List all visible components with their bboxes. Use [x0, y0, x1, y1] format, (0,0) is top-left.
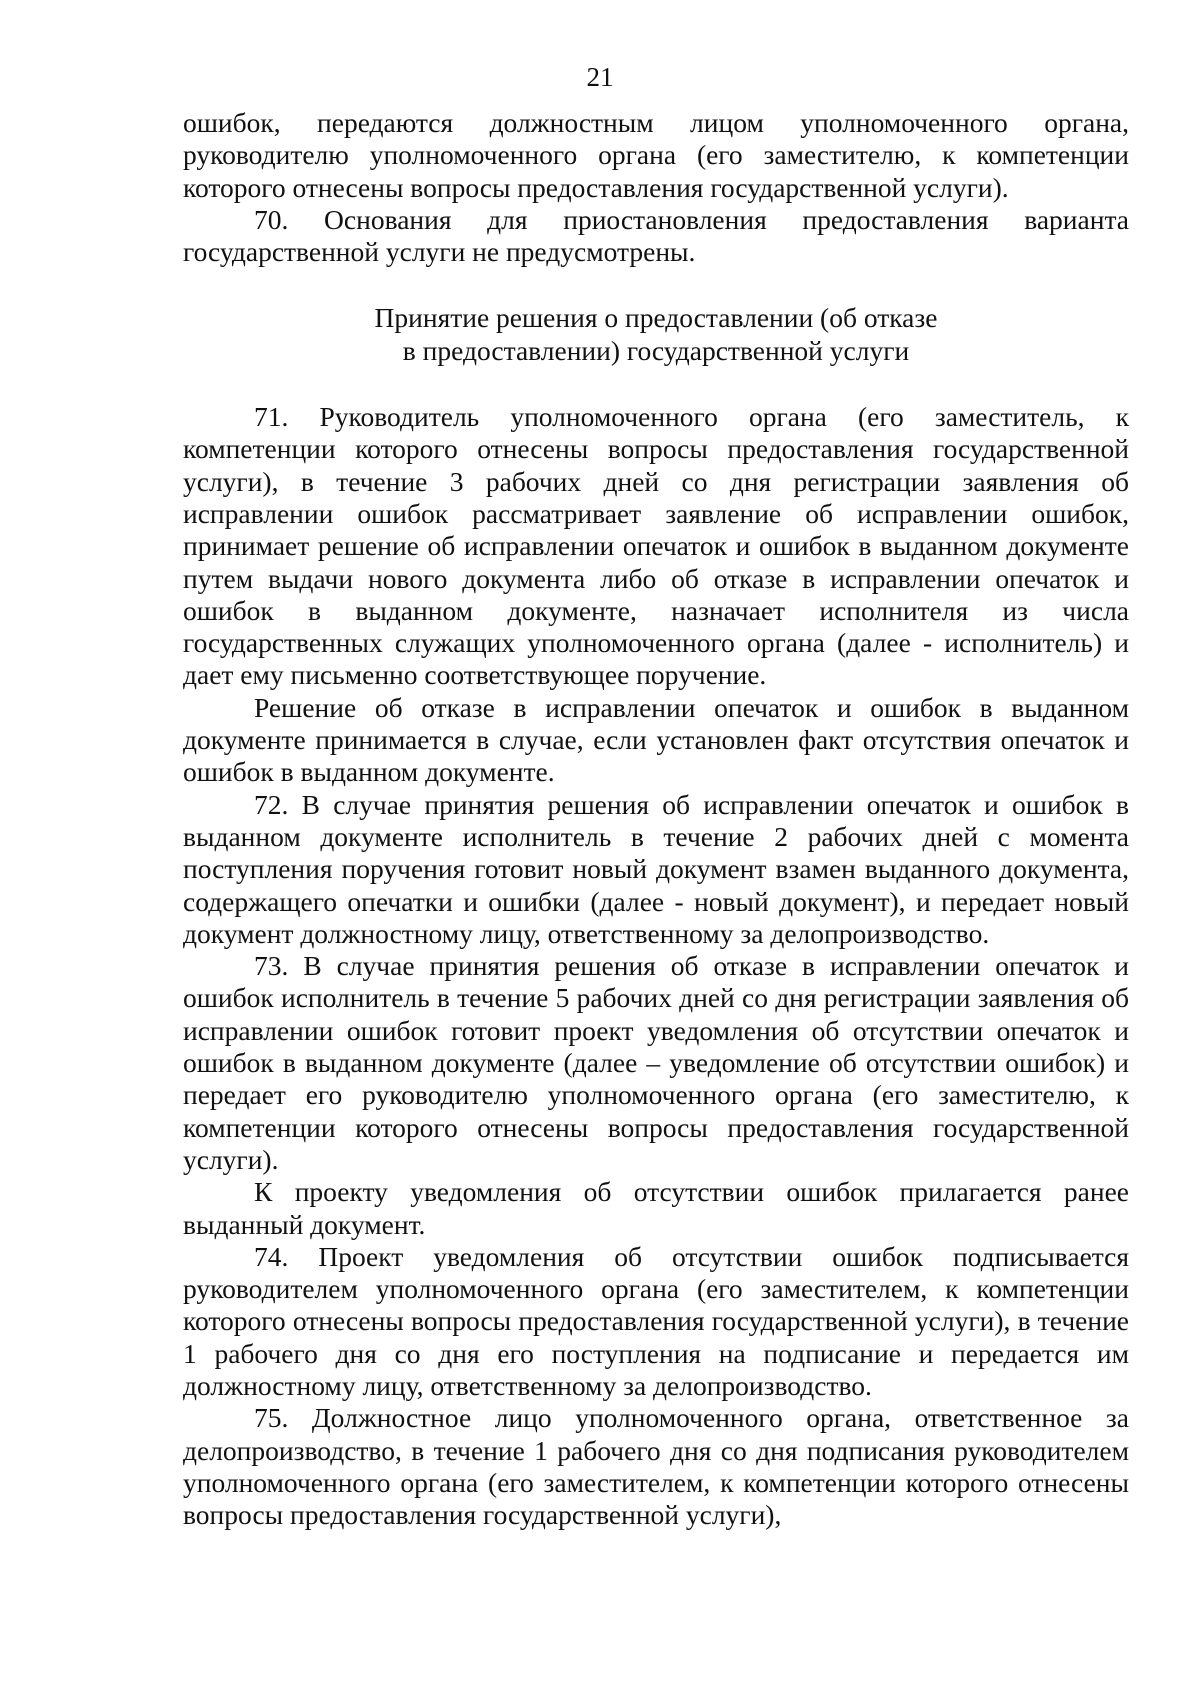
- page-number: 21: [586, 62, 614, 92]
- paragraph-70: 70. Основания для приостановления предоставления варианта государственной услуги не предусмотрены.: [183, 203, 1129, 268]
- paragraph-71-refusal: Решение об отказе в исправлении опечаток и ошибок в выданном документе принимается в случае, если установлен факт отсутствия опечаток и ошибок в выданном документе.: [183, 691, 1129, 788]
- paragraph-71: 71. Руководитель уполномоченного органа (его заместитель, к компетенции которого отнесены вопросы предоставления государственной услуги), в течение 3 рабочих дней со дня регистрации заявления об исправлении ошибок рассматривает заявление об исправлении ошибок, принимает решение об исправлении опечаток и ошибок в выданном документе путем выдачи нового документа либо об отказе в исправлении опечаток и ошибок в выданном документе, назначает исполнителя из числа государственных служащих уполномоченного органа (далее - исполнитель) и дает ему письменно соответствующее поручение.: [183, 401, 1129, 691]
- section-heading: [183, 302, 1129, 367]
- paragraph-continuation: ошибок, передаются должностным лицом уполномоченного органа, руководителю уполномоченного органа (его заместителю, к компетенции которого отнесены вопросы предоставления государственной услуги).: [183, 107, 1129, 203]
- paragraph-72: 72. В случае принятия решения об исправлении опечаток и ошибок в выданном документе исполнитель в течение 2 рабочих дней с момента поступления поручения готовит новый документ взамен выданного документа, содержащего опечатки и ошибки (далее - новый документ), и передает новый документ должностному лицу, ответственному за делопроизводство.: [183, 788, 1129, 949]
- paragraph-73-attachment: К проекту уведомления об отсутствии ошибок прилагается ранее выданный документ.: [183, 1176, 1129, 1240]
- paragraph-75: 75. Должностное лицо уполномоченного органа, ответственное за делопроизводство, в течение 1 рабочего дня со дня подписания руководителем уполномоченного органа (его заместителем, к компетенции которого отнесены вопросы предоставления государственной услуги),: [183, 1402, 1129, 1531]
- section-heading-line-1: Принятие решения о предоставлении (об отказе: [374, 302, 938, 334]
- paragraph-74: 74. Проект уведомления об отсутствии ошибок подписывается руководителем уполномоченного органа (его заместителем, к компетенции которого отнесены вопросы предоставления государственной услуги), в течение 1 рабочего дня со дня его поступления на подписание и передается им должностному лицу, ответственному за делопроизводство.: [183, 1240, 1129, 1401]
- document-body: [183, 107, 1129, 1531]
- section-heading-line-2: в предоставлении) государственной услуги: [402, 334, 910, 366]
- paragraph-73: 73. В случае принятия решения об отказе в исправлении опечаток и ошибок исполнитель в течение 5 рабочих дней со дня регистрации заявления об исправлении ошибок готовит проект уведомления об отсутствии опечаток и ошибок в выданном документе (далее – уведомление об отсутствии ошибок) и передает его руководителю уполномоченного органа (его заместителю, к компетенции которого отнесены вопросы предоставления государственной услуги).: [183, 950, 1129, 1175]
